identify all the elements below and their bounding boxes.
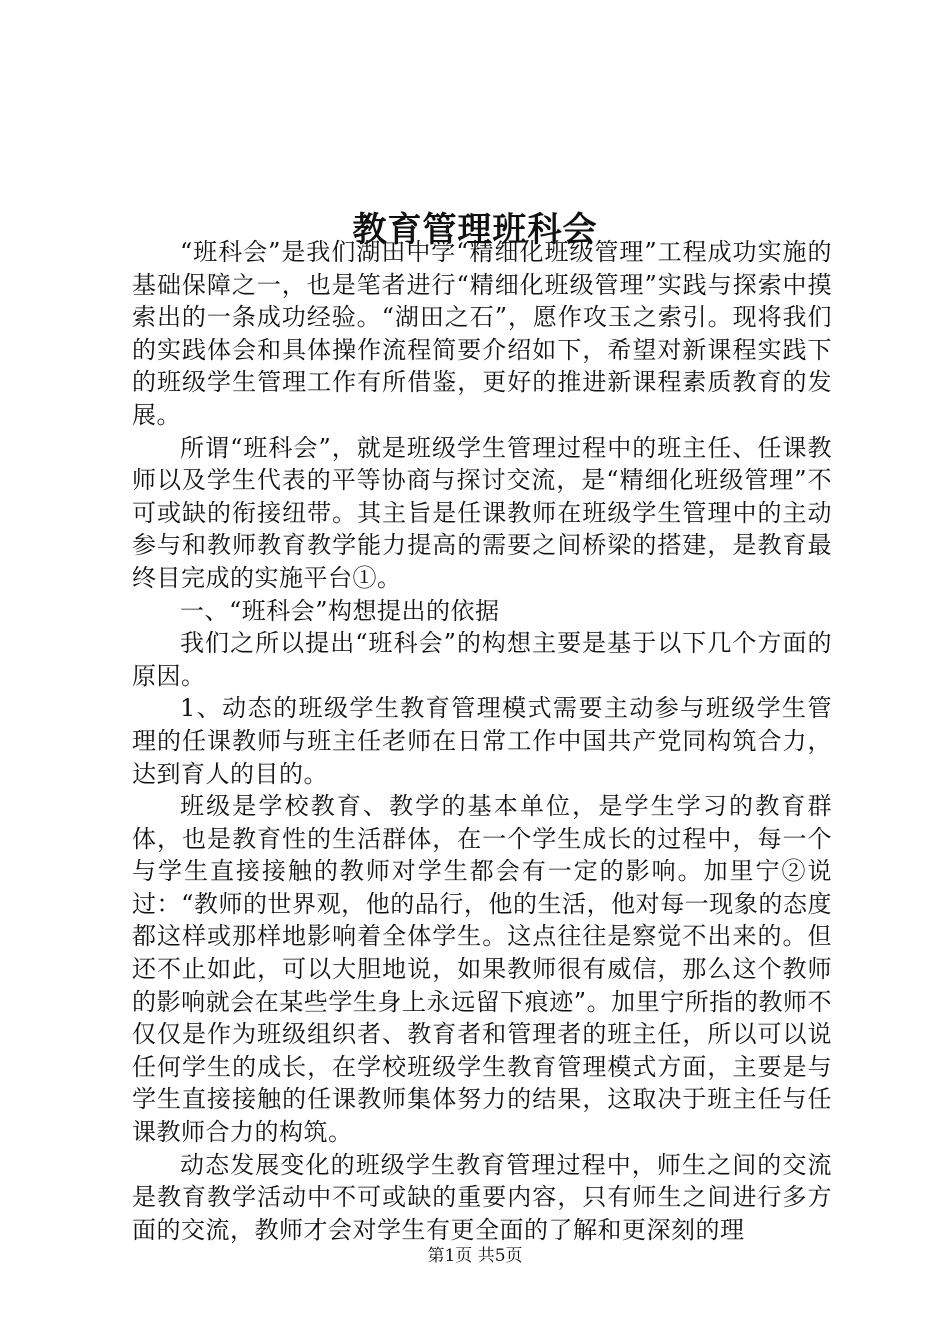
paragraph-class-basics: 班级是学校教育、教学的基本单位，是学生学习的教育群体，也是教育性的生活群体，在一个学生成长的过程中，每一个与学生直接接触的教师对学生都会有一定的影响。加里宁②说过：“教师的世界观，他的品行，他的生活，他对每一现象的态度都这样或那样地影响着全体学生。这点往往是察觉不出来的。但还不止如此，可以大胆地说，如果教师很有威信，那么这个教师的影响就会在某些学生身上永远留下痕迹”。加里宁所指的教师不仅仅是作为班级组织者、教育者和管理者的班主任，所以可以说任何学生的成长，在学校班级学生教育管理模式方面，主要是与学生直接接触的任课教师集体努力的结果，这取决于班主任与任课教师合力的构筑。: [132, 792, 832, 1147]
paragraph-point-1: 1、动态的班级学生教育管理模式需要主动参与班级学生管理的任课教师与班主任老师在日常工作中国共产党同构筑合力，达到育人的目的。: [132, 694, 832, 788]
paragraph-definition: 所谓“班科会”，就是班级学生管理过程中的班主任、任课教师以及学生代表的平等协商与探讨交流，是“精细化班级管理”不可或缺的衔接纽带。其主旨是任课教师在班级学生管理中的主动参与和教师教育教学能力提高的需要之间桥梁的搭建，是教育最终目完成的实施平台①。: [132, 433, 832, 592]
document-title: 教育管理班科会: [352, 209, 598, 250]
page-number: 第1页 共5页: [427, 1246, 523, 1266]
paragraph-reasons: 我们之所以提出“班科会”的构想主要是基于以下几个方面的原因。: [132, 629, 832, 690]
document-body: [132, 236, 832, 1246]
paragraph-intro: “班科会”是我们湖田中学“精细化班级管理”工程成功实施的基础保障之一，也是笔者进行“精细化班级管理”实践与探索中摸索出的一条成功经验。“湖田之石”，愿作攻玉之索引。现将我们的实践体会和具体操作流程简要介绍如下，希望对新课程实践下的班级学生管理工作有所借鉴，更好的推进新课程素质教育的发展。: [132, 238, 832, 429]
section-heading: 一、“班科会”构想提出的依据: [180, 596, 500, 625]
paragraph-communication: 动态发展变化的班级学生教育管理过程中，师生之间的交流是教育教学活动中不可或缺的重要内容，只有师生之间进行多方面的交流，教师才会对学生有更全面的了解和更深刻的理: [132, 1150, 832, 1244]
